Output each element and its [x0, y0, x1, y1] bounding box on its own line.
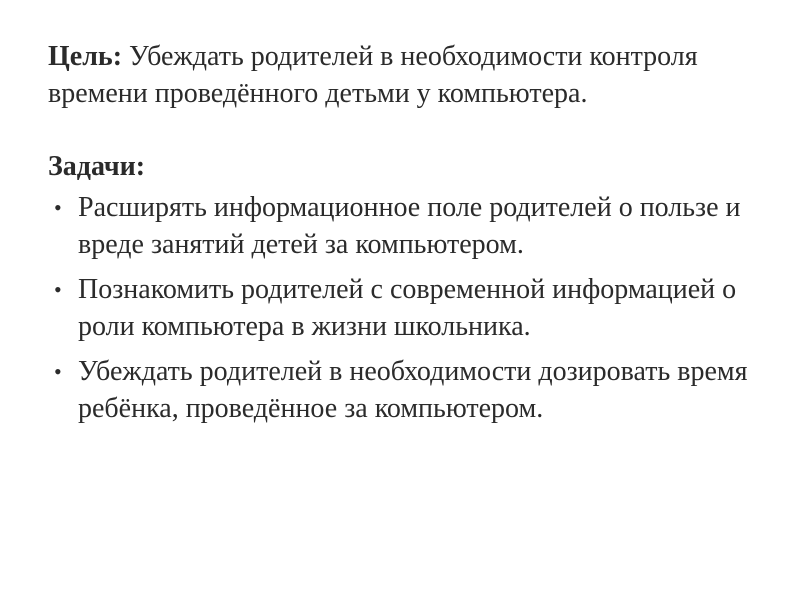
- goal-text: Убеждать родителей в необходимости контроля времени проведённого детьми у компьютера.: [48, 41, 698, 109]
- task-text: Расширять информационное поле родителей о пользе и вреде занятий детей за компьютером.: [78, 192, 741, 260]
- bullet-icon: •: [54, 195, 62, 220]
- task-item-3: [48, 353, 768, 427]
- task-item-2: [48, 271, 768, 345]
- task-text: Познакомить родителей с современной информацией о роли компьютера в жизни школьника.: [78, 274, 737, 342]
- goal-label: Цель:: [48, 41, 123, 72]
- goal-paragraph: [48, 38, 768, 112]
- bullet-icon: •: [54, 277, 62, 302]
- task-item-1: [48, 189, 768, 263]
- task-text: Убеждать родителей в необходимости дозировать время ребёнка, проведённое за компьютером.: [78, 356, 748, 424]
- bullet-icon: •: [54, 359, 62, 384]
- slide-content: [48, 38, 768, 435]
- tasks-heading: Задачи:: [48, 151, 146, 182]
- task-list: [48, 189, 768, 427]
